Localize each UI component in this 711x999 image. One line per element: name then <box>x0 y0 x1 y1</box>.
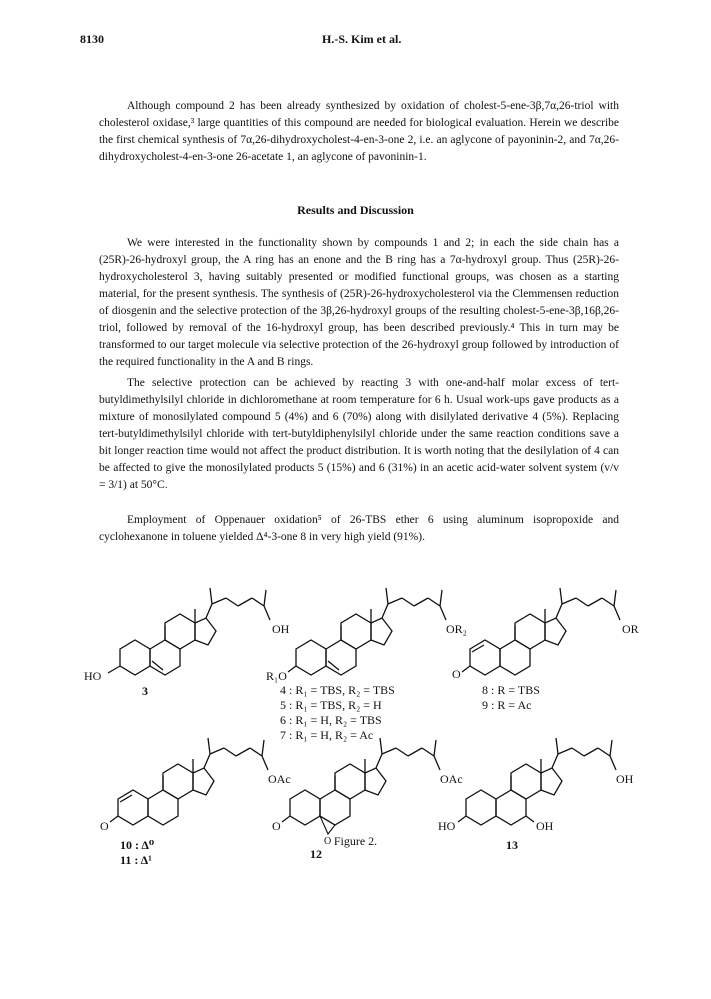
intro-paragraph: Although compound 2 has been already synthesized by oxidation of cholest-5-ene-3β,7α,26-triol with cholesterol oxidase,³ large quantities of this compound are needed for biological evaluation. Herein we describe the first chemical synthesis of 7α,26-dihydroxycholest-4-en-3-one 2, i.e. an aglycone of payoninin-2, and 7α,26-dihydroxycholest-4-en-3-one 26-acetate 1, an aglycone of pavoninin-1. <box>99 100 619 163</box>
caption-11: 11 : Δ¹ <box>120 853 152 867</box>
paragraph-1: We were interested in the functionality shown by compounds 1 and 2; in each the side chain has a (25R)-26-hydroxyl group, the A ring has an enone and the B ring has a 7α-hydroxyl group. Thus (25R)-26-hydroxycholesterol 3, having suitably presented or modified functional groups, was chosen as a starting material, for the present synthesis. The synthesis of (25R)-26-hydroxycholesterol via the Clemmensen reduction of diosgenin and the selective protection of the 3β,26-hydroxyl groups of the resulting cholest-5-ene-3β,16β,26-triol, followed by removal of the 16-hydroxyl group, has been described previously.⁴ This in turn may be transformed to our target molecule via selective protection of the 26-hydroxyl group followed by introduction of the required functionality in the A and B rings. <box>99 237 619 368</box>
compound-13-oh: OH <box>616 772 634 786</box>
compound-12-number: 12 <box>310 847 322 861</box>
paragraph-2: The selective protection can be achieved by reacting 3 with one-and-half molar excess of tert-butyldimethylsilyl chloride in dichloromethane at room temperature for 6 h. Usual work-ups gave products as a mixture of monosilylated compound 5 (4%) and 6 (70%) along with disilylated derivative 4 (5%). Replacing tert-butyldimethylsilyl chloride with tert-butyldiphenylsilyl chloride under the same reaction conditions save a bit longer reaction time would not affect the product distribution. It is worth noting that the desilylation of 4 can be affected to give the monosilylated products 5 (15%) and 6 (31%) in an acetic acid-water solvent system (v/v = 3/1) at 50°C. <box>99 377 619 491</box>
compound-3-structure <box>84 588 290 698</box>
figure-caption: Figure 2. <box>333 834 378 848</box>
caption-10: 10 : Δ⁰ <box>120 838 155 852</box>
caption-9: 9 : R = Ac <box>482 698 532 712</box>
caption-7: 7 : R₁ = H, R₂ = Ac <box>280 728 374 742</box>
compound-8-o: O <box>452 667 461 681</box>
caption-4: 4 : R₁ = TBS, R₂ = TBS <box>280 683 395 697</box>
compound-8-9-structure <box>452 588 639 712</box>
compound-3-oh: OH <box>272 622 290 636</box>
page-number: 8130 <box>80 32 104 46</box>
section-title: Results and Discussion <box>297 203 414 217</box>
compound-3-ho: HO <box>84 669 102 683</box>
caption-8: 8 : R = TBS <box>482 683 540 697</box>
compound-8-or: OR <box>622 622 639 636</box>
compound-13-ho: HO <box>438 819 456 833</box>
compound-10-oac: OAc <box>268 772 291 786</box>
compound-12-epoxide-o: O <box>324 836 332 847</box>
compound-13-oh7: OH <box>536 819 554 833</box>
compound-10-o: O <box>100 819 109 833</box>
compound-4-r1o: R₁O <box>266 669 287 683</box>
compound-3-number: 3 <box>142 684 148 698</box>
compound-12-o: O <box>272 819 281 833</box>
compound-13-number: 13 <box>506 838 518 852</box>
compound-4-or2: OR₂ <box>446 622 467 636</box>
paragraph-3: Employment of Oppenauer oxidation⁵ of 26-TBS ether 6 using aluminum isopropoxide and cyclohexanone in toluene yielded Δ⁴-3-one 8 in very high yield (91%). <box>99 514 619 543</box>
running-head: H.-S. Kim et al. <box>322 32 402 46</box>
compound-12-oac: OAc <box>440 772 463 786</box>
caption-6: 6 : R₁ = H, R₂ = TBS <box>280 713 382 727</box>
compound-4-7-structure <box>266 588 467 742</box>
caption-5: 5 : R₁ = TBS, R₂ = H <box>280 698 382 712</box>
